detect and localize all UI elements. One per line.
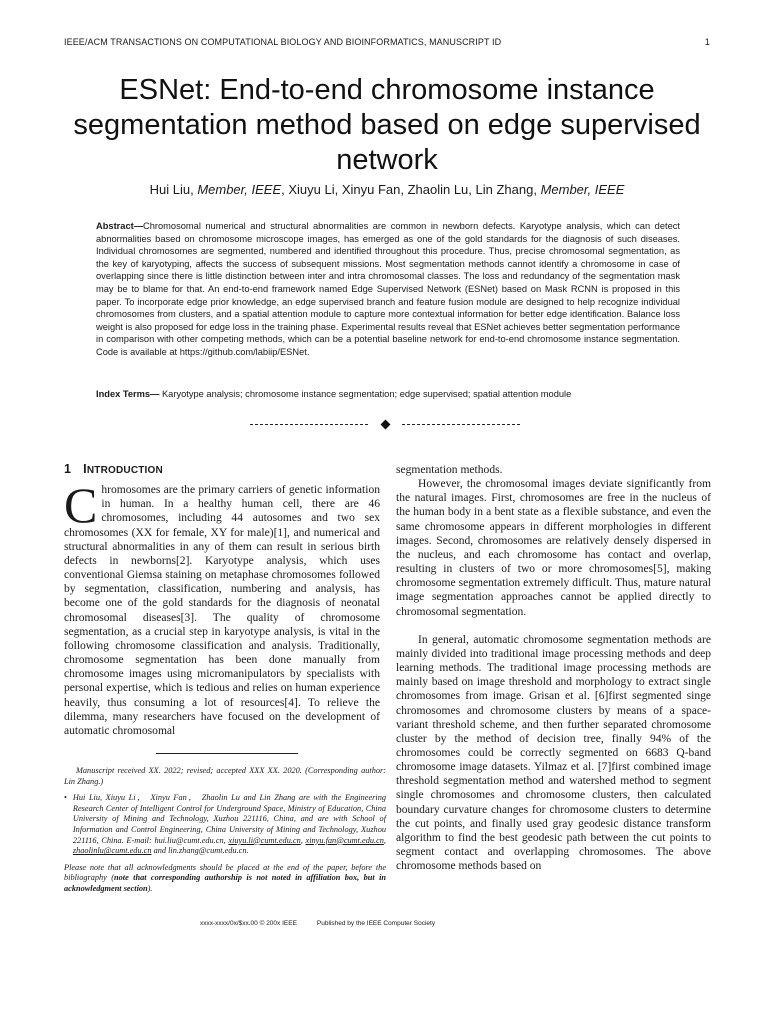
copyright-notice: xxxx-xxxx/0x/$xx.00 © 200x IEEE xyxy=(200,920,297,927)
bullet-icon: • xyxy=(64,793,67,803)
abstract: Abstract—Chromosomal numerical and structural abnormalities are common in newborn defects. Karyotype analysis, which can detect abnormalities based on chromosome microscope images, has emerged as one of the gold standards for the diagnosis of such diseases. Individual chromosomes are segmented, numbered and identified throughout this procedure. Thus, precise chromosomal segmentation, as the key of karyotyping, affects the success of subsequent missions. Most segmentation methods cannot identify a chromosome in case of overlapping since there is little distinction between inter and intra chromosomal classes. The loss and redundancy of the segmentation mask may be to blame for that. An end-to-end framework named Edge Supervised Network (ESNet) based on Mask RCNN is proposed in this paper. To incorporate edge prior knowledge, an edge supervised branch and feature fusion module are designed to help recognize individual chromosomes from clusters, and a spatial attention module to capture more contextual information for better edge identification. Balance loss weight is also proposed for edge loss in the training phase. Experimental results reveal that ESNet achieves better segmentation performance in comparison with other competing methods, which can be a potential baseline network for end-to-end chromosome instance segmentation. Code is available at https://github.com/labiip/ESNet. xyxy=(96,221,680,357)
affiliation-text: Hui Liu, Xiuyu Li， Xinyu Fan， Zhaolin Lu and Lin Zhang are with the Engineering Research Center of Intelligent Control for Underground Space, Ministry of Education, China University of Mining and Technology, Xuzhou 221116, China, and are with School of Information and Control Engineering, China University of Mining and Technology, Xuzhou 221116, China. E-mail: hui.liu@cumt.edu.cn, xiuyu.li@cumt.edu.cn, xinyu.fan@cumt.edu.cn, zhaolinlu@cumt.edu.cn and lin.zhang@cumt.edu.cn. xyxy=(72,793,386,856)
index-terms-text: Karyotype analysis; chromosome instance segmentation; edge supervised; spatial attention module xyxy=(161,389,572,399)
footnote-note: Please note that all acknowledgments should be placed at the end of the paper, before the bibliography (note that corresponding authorship is not noted in affiliation box, but in acknowledgment section). xyxy=(64,862,387,893)
email-link[interactable]: xiuyu.li@cumt.edu.cn xyxy=(228,835,301,845)
page-number: 1 xyxy=(704,37,710,47)
footnote-rule xyxy=(156,753,298,754)
right-paragraph-0: segmentation methods. xyxy=(396,464,503,476)
running-head xyxy=(64,37,710,47)
paper-title: ESNet: End-to-end chromosome instance segmentation method based on edge supervised network xyxy=(73,74,701,176)
right-paragraph-1: However, the chromosomal images deviate significantly from the natural images. First, chromosomes are free in the nucleus of the human body in a bent state as a flexible substance, and even the same chromosome appears in different morphologies in different images. Second, chromosomes are relatively densely dispersed in the nucleus, and each chromosome has contact and overlap, resulting in clusters of two or more chromosomes[5], making chromosome segmentation extremely difficult. Thus, mature natural image segmentation approaches cannot be applied directly to chromosomal segmentation. xyxy=(396,478,711,618)
abstract-label: Abstract xyxy=(96,221,134,231)
author-line xyxy=(64,182,710,197)
footnote-affiliation xyxy=(64,793,386,857)
author-role-2: Member, IEEE xyxy=(540,182,625,197)
divider-line-right xyxy=(402,424,520,425)
section-divider xyxy=(250,414,520,434)
email-text: lin.zhang@cumt.edu.cn xyxy=(168,846,247,856)
drop-cap: C xyxy=(64,477,98,534)
diamond-icon xyxy=(380,419,390,429)
journal-name: IEEE/ACM TRANSACTIONS ON COMPUTATIONAL BIOLOGY AND BIOINFORMATICS, MANUSCRIPT ID xyxy=(64,37,502,47)
left-column xyxy=(64,462,380,738)
abstract-text: Chromosomal numerical and structural abnormalities are common in newborn defects. Karyotype analysis, which can detect abnormalities based on chromosome microscope images, has emerged as one of the gold standards for the diagnosis of such diseases. Individual chromosomes are segmented, numbered and identified throughout this procedure. Thus, precise chromosomal segmentation, as the key of karyotyping, affects the success of subsequent missions. Most segmentation methods cannot identify a chromosome in case of overlapping since there is little distinction between inter and intra chromosomal classes. The loss and redundancy of the segmentation mask may be to blame for that. An end-to-end framework named Edge Supervised Network (ESNet) based on Mask RCNN is proposed in this paper. To incorporate edge prior knowledge, an edge supervised branch and feature fusion module are designed to help recognize individual chromosomes from clusters, and a spatial attention module to capture more contextual information for better edge identification. Balance loss weight is also proposed for edge loss in the training phase. Experimental results reveal that ESNet achieves better segmentation performance in comparison with other competing methods, which can be a potential baseline network for end-to-end chromosome instance segmentation. Code is available at https://github.com/labiip/ESNet. xyxy=(96,221,680,357)
section-title-initial: I xyxy=(83,462,87,476)
right-column xyxy=(396,463,711,873)
section-heading xyxy=(64,462,380,478)
footnote-received: Manuscript received XX. 2022; revised; accepted XXX XX. 2020. (Corresponding author: Lin Zhang.) xyxy=(64,766,386,786)
email-link[interactable]: xinyu.fan@cumt.edu.cn xyxy=(305,835,384,845)
publisher-notice: Published by the IEEE Computer Society xyxy=(316,920,436,927)
author-names-1: Hui Liu, xyxy=(149,182,198,197)
index-terms-label: Index Terms xyxy=(96,389,151,399)
index-terms: Index Terms— Karyotype analysis; chromosome instance segmentation; edge supervised; spatial attention module xyxy=(96,389,572,399)
section-number: 1 xyxy=(64,462,72,476)
email-link[interactable]: zhaolinlu@cumt.edu.cn xyxy=(72,846,152,856)
author-names-2: , Xiuyu Li, Xinyu Fan, Zhaolin Lu, Lin Zhang, xyxy=(281,182,541,197)
page-footer xyxy=(200,920,640,927)
intro-paragraph-1 xyxy=(64,477,380,738)
footnotes xyxy=(64,766,386,901)
right-paragraph-2: In general, automatic chromosome segmentation methods are mainly divided into traditional image processing methods and deep learning methods. The traditional image processing methods are mainly based on image threshold and morphology to extract single chromosomes from image. Grisan et al. [6]first segmented singe chromosomes and chromosome clusters by means of a space-variant threshold scheme, and then further separated chromosome cluster by the method of decision tree, finally 94% of the chromosomes could be correctly segmented on 6683 Q-band chromosome image datasets. Yilmaz et al. [7]first combined image threshold segmentation method and watershed method to segment single chromosomes and chromosome clusters, then calculated boundary curvature changes for chromosome clusters to determine the cut points, and finally used gray geodesic distance transform algorithm to find the best geodesic path between the cut points to segment contact and overlapping chromosomes. The above chromosome methods based on xyxy=(396,633,711,873)
section-title-rest: NTRODUCTION xyxy=(86,465,163,476)
author-role-1: Member, IEEE xyxy=(197,182,282,197)
divider-line-left xyxy=(250,424,368,425)
intro-paragraph-1-text: hromosomes are the primary carriers of genetic information in human. In a healthy human cell, there are 46 chromosomes, including 44 autosomes and two sex chromosomes (XX for female, XY for male)[1], and numerical and structural abnormalities in any of them can result in serious birth defects in newborns[2]. Karyotype analysis, which uses conventional Giemsa staining on metaphase chromosomes followed by segmentation, classification, numbering and analysis, has become one of the gold standards for the diagnosis of neonatal chromosomal diseases[3]. The quality of chromosome segmentation, as a crucial step in karyotype analysis, is vital in the following chromosome classification and analysis. Traditionally, chromosome segmentation has been done manually from chromosome images using micromanipulators by specialists with personal expertise, which is tedious and relies on human experience heavily, thus consuming a lot of resources[4]. To relieve the dilemma, many researchers have focused on the development of automatic chromosomal xyxy=(64,484,380,737)
